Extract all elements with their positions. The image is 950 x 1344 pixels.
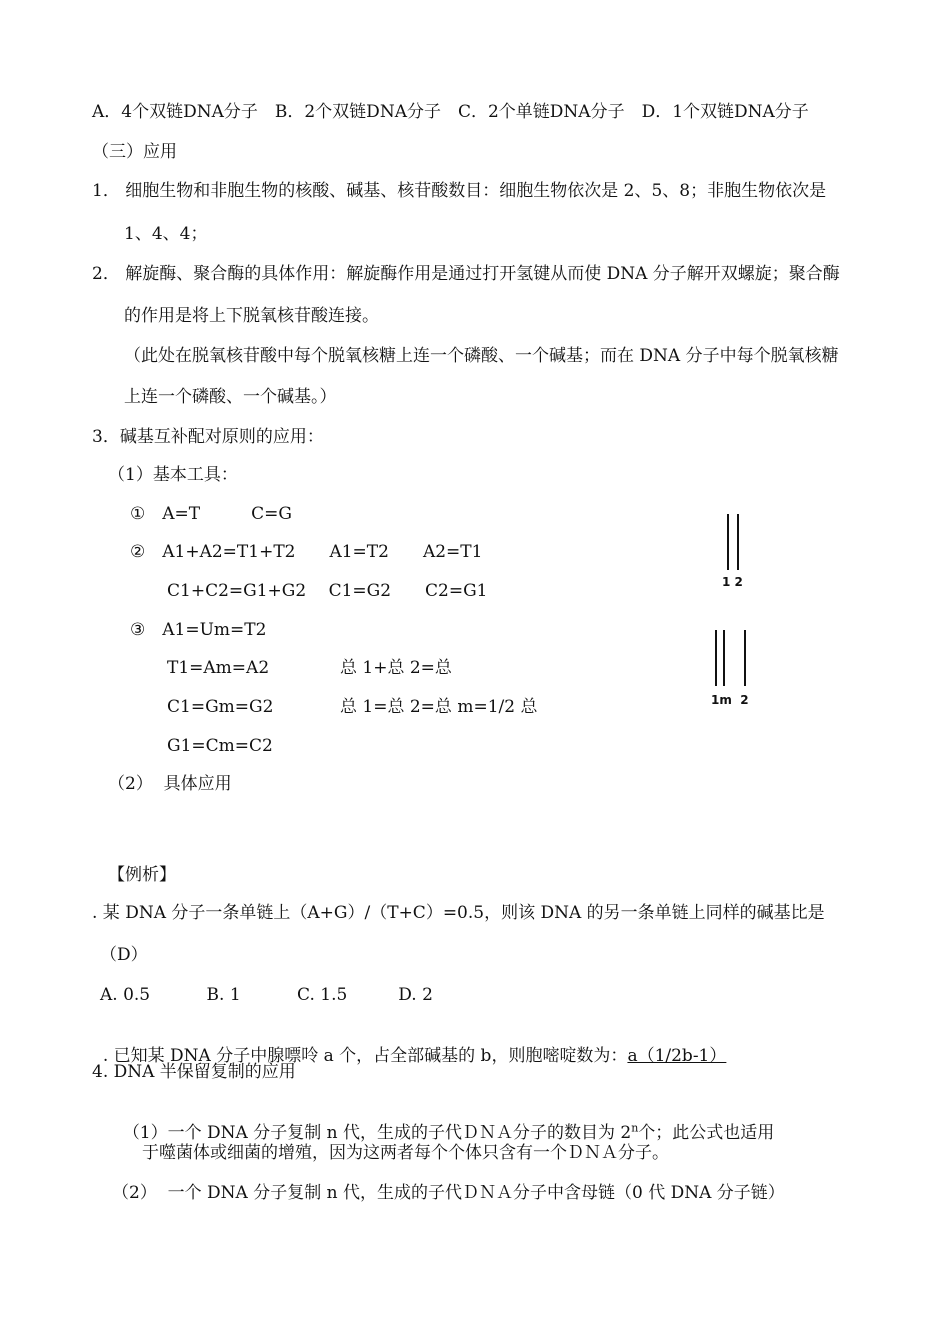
strand-m <box>723 630 725 686</box>
strand-1 <box>727 514 729 570</box>
item-3-heading: 3．碱基互补配对原则的应用： <box>92 427 324 447</box>
example-1-question: . 某 DNA 分子一条单链上（A+G）/（T+C）=0.5，则该 DNA 的另一条单链上同样的碱基比是 <box>92 903 825 923</box>
basic-tools-heading: （1）基本工具： <box>108 465 238 485</box>
example-1-answer: （D） <box>100 945 148 965</box>
exponent-n: n <box>631 1121 639 1135</box>
rule-1: ① A=T C=G <box>130 504 292 524</box>
strand-1 <box>715 630 717 686</box>
total-sum-formula: 总 1+总 2=总 <box>340 658 452 678</box>
rule-2: ② A1+A2=T1+T2 A1=T2 A2=T1 <box>130 542 483 562</box>
strand-labels: 1m 2 <box>711 693 749 707</box>
item-1-continued: 1、4、4； <box>124 224 208 244</box>
options-line: A．4个双链DNA分子 B．2个双链DNA分子 C．2个单链DNA分子 D．1个双链DNA分子 <box>92 102 809 122</box>
strand-labels: 1 2 <box>722 575 743 589</box>
strand-2 <box>744 630 746 686</box>
rule-2-continued: C1+C2=G1+G2 C1=G2 C2=G1 <box>167 581 488 601</box>
replication-rule-1-text: （1）一个 DNA 分子复制 n 代，生成的子代ＤＮＡ分子的数目为 2 <box>122 1123 632 1143</box>
replication-rule-1 <box>112 1100 774 1144</box>
example-2-answer: a（1/2b-1） <box>627 1046 727 1066</box>
item-2-text: 2． 解旋酶、聚合酶的具体作用：解旋酶作用是通过打开氢键从而使 DNA 分子解开双螺旋；聚合酶 <box>92 264 840 284</box>
example-1-options: A. 0.5 B. 1 C. 1.5 D. 2 <box>100 985 433 1005</box>
replication-rule-1-tail: 个；此公式也适用 <box>638 1123 775 1143</box>
rule-3-line-4: G1=Cm=C2 <box>167 736 273 756</box>
strand-2 <box>737 514 739 570</box>
item-2-note: （此处在脱氧核苷酸中每个脱氧核糖上连一个磷酸、一个碱基；而在 DNA 分子中每个脱氧核糖 <box>124 346 839 366</box>
item-2-note-continued: 上连一个磷酸、一个碱基。） <box>124 387 337 407</box>
specific-application-heading: （2） 具体应用 <box>108 774 232 794</box>
rule-3: ③ A1=Um=T2 <box>130 620 267 640</box>
example-heading: 【例析】 <box>108 865 176 885</box>
example-2-text: . 已知某 DNA 分子中腺嘌呤 a 个，占全部碱基的 b，则胞嘧啶数为： <box>102 1046 628 1066</box>
replication-rule-1-continued: 于噬菌体或细菌的增殖，因为这两者每个个体只含有一个ＤＮＡ分子。 <box>142 1143 669 1163</box>
total-equal-formula: 总 1=总 2=总 m=1/2 总 <box>340 697 538 717</box>
item-2-continued: 的作用是将上下脱氧核苷酸连接。 <box>124 306 379 326</box>
replication-rule-2: （2） 一个 DNA 分子复制 n 代，生成的子代ＤＮＡ分子中含母链（0 代 DNA 分子链） <box>112 1183 785 1203</box>
rule-3-line-3: C1=Gm=G2 <box>167 697 274 717</box>
rule-3-line-2: T1=Am=A2 <box>167 658 270 678</box>
item-1-text: 1． 细胞生物和非胞生物的核酸、碱基、核苷酸数目：细胞生物依次是 2、5、8；非胞生物依次是 <box>92 181 827 201</box>
section-heading-application: （三）应用 <box>92 142 177 162</box>
item-4-heading: 4. DNA 半保留复制的应用 <box>92 1062 296 1082</box>
